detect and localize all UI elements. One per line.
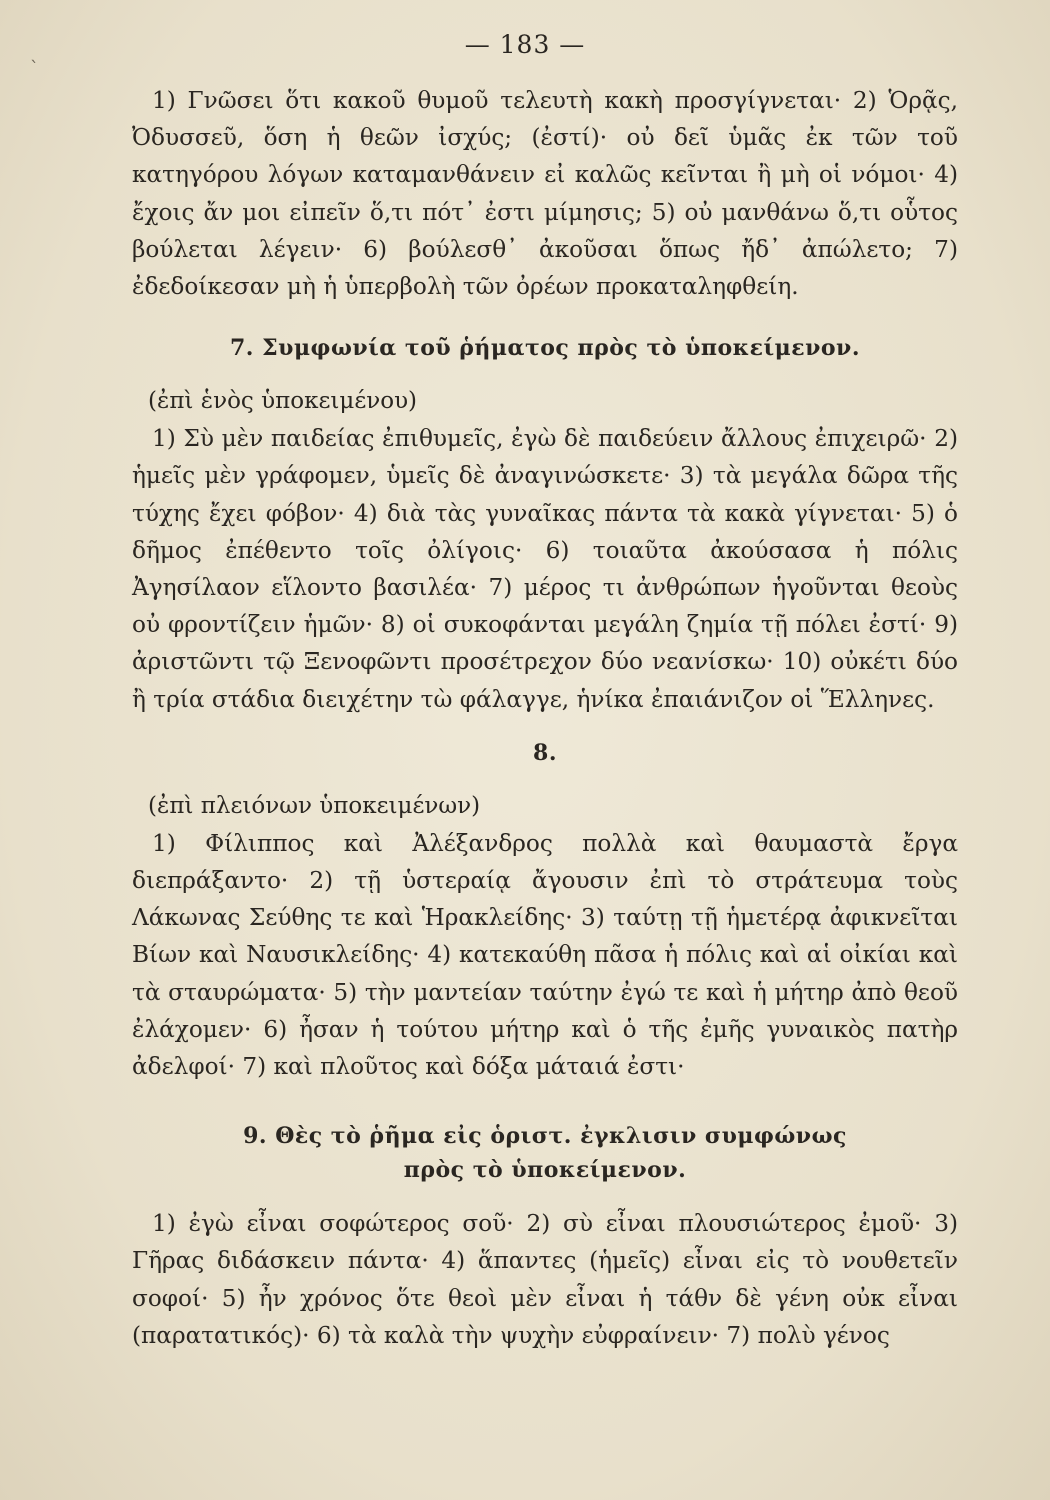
section-9-text: 1) ἐγὼ εἶναι σοφώτερος σοῦ· 2) σὺ εἶναι πλουσιώτερος ἐμοῦ· 3) Γῆρας διδάσκειν πάντα· 4) ἅπαντες (ἡμεῖς) εἶναι εἰς τὸ νουθετεῖν σοφοί· 5) ἦν χρόνος ὅτε θεοὶ μὲν εἶναι ἡ τάθν δὲ γένη οὐκ εἶναι (παρατατικός)· 6) τὰ καλὰ τὴν ψυχὴν εὐφραίνειν· 7) πολὺ γένος [132, 1210, 958, 1349]
margin-mark: ` [30, 58, 39, 79]
page-number: — 183 — [464, 30, 586, 59]
section-9-heading-line1: 9. Θὲς τὸ ῥῆμα εἰς ὁριστ. ἐγκλισιν συμφώνως [243, 1123, 847, 1150]
section-7-text: 1) Σὺ μὲν παιδείας ἐπιθυμεῖς, ἐγὼ δὲ παιδεύειν ἄλλους ἐπιχειρῶ· 2) ἡμεῖς μὲν γράφομεν, ὑμεῖς δὲ ἀναγινώσκετε· 3) τὰ μεγάλα δῶρα τῆς τύχης ἔχει φόβον· 4) διὰ τὰς γυναῖκας πάντα τὰ κακὰ γίγνεται· 5) ὁ δῆμος ἐπέθεντο τοῖς ὀλίγοις· 6) τοιαῦτα ἀκούσασα ἡ πόλις Ἀγησίλαον εἵλοντο βασιλέα· 7) μέρος τι ἀνθρώπων ἡγοῦνται θεοὺς οὐ φροντίζειν ἡμῶν· 8) οἱ συκοφάνται μεγάλη ζημία τῇ πόλει ἐστί· 9) ἀριστῶντι τῷ Ξενοφῶντι προσέτρεχον δύο νεανίσκω· 10) οὐκέτι δύο ἢ τρία στάδια διειχέτην τὼ φάλαγγε, ἡνίκα ἐπαιάνιζον οἱ Ἕλληνες. [132, 425, 958, 713]
section-7-subheading: (ἐπὶ ἑνὸς ὑποκειμένου) [148, 388, 418, 415]
page-content [132, 82, 958, 1354]
exercise-paragraph-6: 1) Γνῶσει ὅτι κακοῦ θυμοῦ τελευτὴ κακὴ προσγίγνεται· 2) Ὁρᾷς, Ὀδυσσεῦ, ὅση ἡ θεῶν ἰσχύς; (ἐστί)· οὐ δεῖ ὑμᾶς ἐκ τῶν τοῦ κατηγόρου λόγων καταμανθάνειν εἰ καλῶς κεῖνται ἢ μὴ οἱ νόμοι· 4) ἔχοις ἄν μοι εἰπεῖν ὅ,τι πότ᾽ ἐστι μίμησις; 5) οὐ μανθάνω ὅ,τι οὗτος βούλεται λέγειν· 6) βούλεσθ᾽ ἀκοῦσαι ὅπως ἤδ᾽ ἀπώλετο; 7) ἐδεδοίκεσαν μὴ ἡ ὑπερβολὴ τῶν ὀρέων προκαταληφθείη. [132, 87, 958, 301]
section-9-heading-line2: πρὸς τὸ ὑποκείμενον. [403, 1157, 687, 1184]
section-8-heading: 8. [533, 739, 557, 766]
section-8-subheading: (ἐπὶ πλειόνων ὑποκειμένων) [148, 792, 481, 819]
section-7-heading: 7. Συμφωνία τοῦ ῥήματος πρὸς τὸ ὑποκείμενον. [230, 335, 860, 362]
section-8-text: 1) Φίλιππος καὶ Ἀλέξανδρος πολλὰ καὶ θαυμαστὰ ἔργα διεπράξαντο· 2) τῇ ὑστεραίᾳ ἄγουσιν ἐπὶ τὸ στράτευμα τοὺς Λάκωνας Σεύθης τε καὶ Ἡρακλείδης· 3) ταύτῃ τῇ ἡμετέρᾳ ἀφικνεῖται Βίων καὶ Ναυσικλείδης· 4) κατεκαύθη πᾶσα ἡ πόλις καὶ αἱ οἰκίαι καὶ τὰ σταυρώματα· 5) τὴν μαντείαν ταύτην ἐγώ τε καὶ ἡ μήτηρ ἀπὸ θεοῦ ἐλάχομεν· 6) ἦσαν ἡ τούτου μήτηρ καὶ ὁ τῆς ἐμῆς γυναικὸς πατὴρ ἀδελφοί· 7) καὶ πλοῦτος καὶ δόξα μάταιά ἐστι· [132, 829, 958, 1081]
